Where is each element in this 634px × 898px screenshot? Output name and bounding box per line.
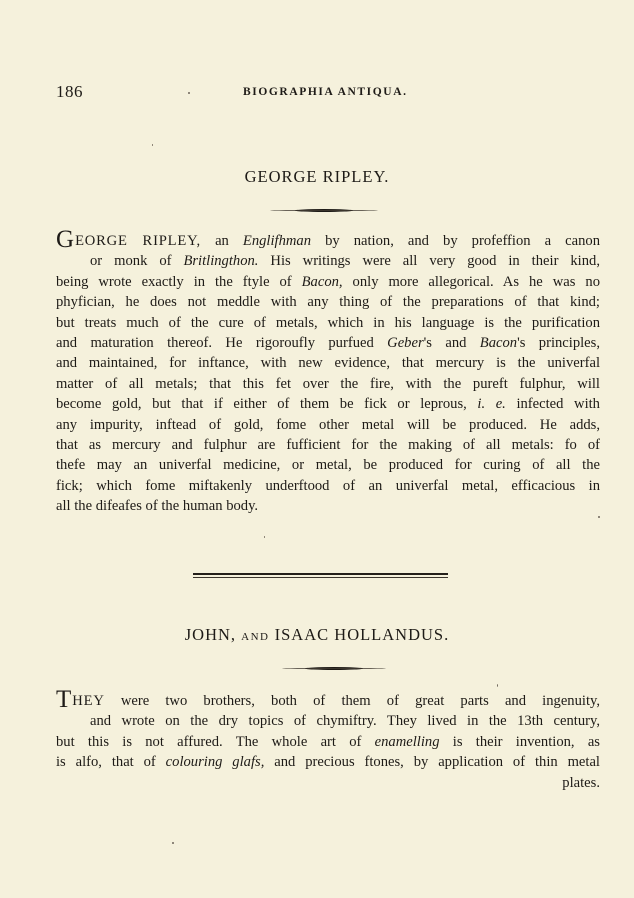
body-line: is alfo, that of colouring glafs, and precious ftones, by application of thin metal xyxy=(56,754,600,771)
heading-ornament-hairline xyxy=(282,668,386,669)
body-line: phyfician, he does not meddle with any thing of the preparations of that kind; xyxy=(56,294,600,311)
section-heading-george-ripley: GEORGE RIPLEY. xyxy=(244,167,390,186)
body-line: being wrote exactly in the ftyle of Bacon, only more allegorical. As he was no xyxy=(56,273,600,290)
body-line: that as mercury and fulphur are fufficient for the making of all metals: fo of xyxy=(56,436,600,453)
opening-caps: HEY xyxy=(72,693,105,709)
section1-body xyxy=(56,226,600,516)
opening-caps: EORGE RIPLEY, xyxy=(75,233,202,249)
body-line: or monk of Britlingthon. His writings were all very good in their kind, xyxy=(90,253,600,270)
body-line: GEORGE RIPLEY, an Englifhman by nation, and by profeffion a canon xyxy=(56,226,600,253)
body-line: but this is not affured. The whole art of enamelling is their invention, as xyxy=(56,733,600,750)
page-number: 186 xyxy=(56,82,83,101)
section-heading-hollandus: JOHN, AND ISAAC HOLLANDUS. xyxy=(184,625,450,644)
drop-cap: T xyxy=(56,686,72,713)
body-line: THEY were two brothers, both of them of great parts and ingenuity, xyxy=(56,686,600,713)
body-line: all the difeafes of the human body. xyxy=(56,498,259,515)
running-title: BIOGRAPHIA ANTIQUA. xyxy=(243,86,408,98)
body-line: fick; which fome miftakenly underftood of an univerfal metal, efficacious in xyxy=(56,477,600,494)
body-line: any impurity, inftead of gold, fome other metal will be produced. He adds, xyxy=(56,416,600,433)
body-line: and maintained, for inftance, with new evidence, that mercury is the univerfal xyxy=(56,355,600,372)
section2-body xyxy=(56,686,600,793)
running-head xyxy=(0,82,634,104)
body-line: and wrote on the dry topics of chymiftry. They lived in the 13th century, xyxy=(90,713,600,730)
body-line: become gold, but that if either of them be fick or leprous, i. e. infected with xyxy=(56,396,600,413)
body-line: and maturation thereof. He rigoroufly purfued Geber's and Bacon's principles, xyxy=(56,334,600,351)
body-line: but treats much of the cure of metals, which in his language is the purification xyxy=(56,314,600,331)
drop-cap: G xyxy=(56,226,75,253)
body-line: matter of all metals; that this fet over the fire, with the pureft fulphur, will xyxy=(56,375,600,392)
body-line: plates. xyxy=(562,774,600,791)
section-divider-double-rule xyxy=(193,573,448,578)
body-line: thefe may an univerfal medicine, or metal, be produced for curing of all the xyxy=(56,457,600,474)
heading-ornament-hairline xyxy=(270,210,378,211)
